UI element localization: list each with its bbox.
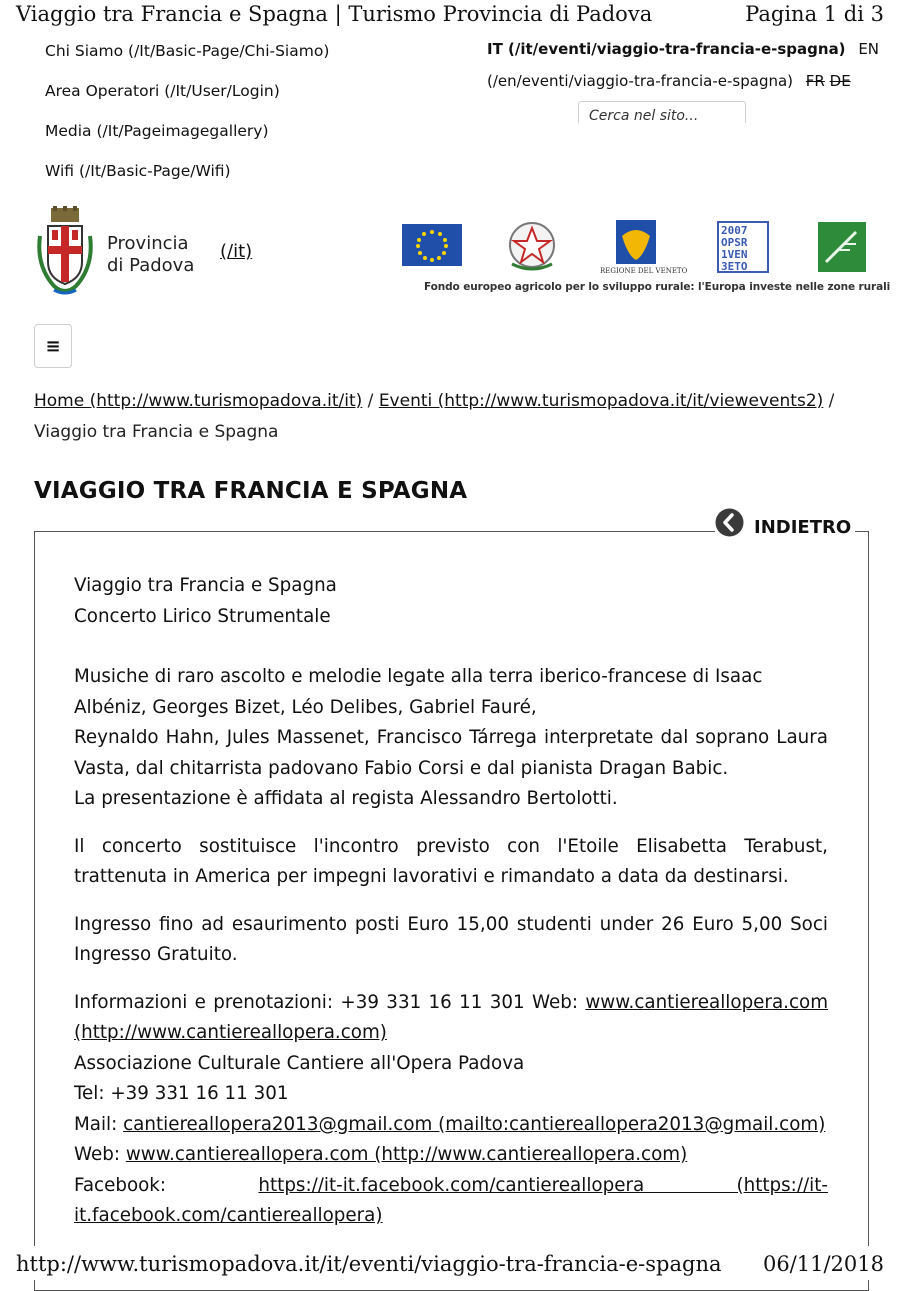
breadcrumb-eventi-link[interactable]: Eventi (http://www.turismopadova.it/it/viewevents2) [378,391,824,411]
regione-veneto-icon [600,220,688,275]
facebook-link[interactable]: https://it-it.facebook.com/cantiereallopera (https://it-it.facebook.com/cantiereallopera) [74,1174,828,1226]
web-prefix: Web: [74,1144,126,1165]
svg-text:OPSR: OPSR [721,236,748,249]
svg-text:1VEN: 1VEN [721,248,748,261]
mail-line [74,1110,828,1141]
website-link[interactable]: www.cantiereallopera.com (http://www.cantiereallopera.com) [74,991,828,1043]
menu-toggle-button[interactable] [34,324,72,368]
web-link[interactable]: www.cantiereallopera.com (http://www.cantiereallopera.com) [125,1144,688,1165]
event-paragraph: La presentazione è affidata al regista Alessandro Bertolotti. [74,788,618,809]
funding-caption: Fondo europeo agricolo per lo sviluppo rurale: l'Europa investe nelle zone rurali [424,281,891,293]
lang-en-link[interactable]: EN [858,40,880,58]
chevron-left-circle-icon [715,508,744,537]
provincia-name-line1: Provincia [107,233,189,254]
info-paragraph [74,988,828,1049]
mail-prefix: Mail: [74,1113,124,1135]
lang-it-link[interactable]: IT (/it/eventi/viaggio-tra-francia-e-spagna) [487,40,846,58]
page-title: VIAGGIO TRA FRANCIA E SPAGNA [34,478,468,504]
nav-link-area-operatori[interactable]: Area Operatori (/It/User/Login) [45,82,280,100]
back-button[interactable] [715,507,855,538]
hamburger-icon: ≡ [45,335,61,357]
language-switcher-row2 [487,72,851,90]
svg-text:3ETO: 3ETO [721,260,748,273]
provincia-name [107,233,194,277]
provincia-crest-logo[interactable] [34,206,96,296]
event-paragraph: Ingresso fino ad esaurimento posti Euro 15,00 studenti under 26 Euro 5,00 Soci Ingresso Gratuito. [74,913,828,965]
home-link[interactable]: (/it) [220,241,253,262]
lang-en-url[interactable]: (/en/eventi/viaggio-tra-francia-e-spagna) [487,72,794,90]
nav-link-wifi[interactable]: Wifi (/It/Basic-Page/Wifi) [45,162,231,180]
repubblica-emblem-icon [510,223,554,269]
event-heading: Viaggio tra Francia e Spagna [74,575,337,596]
provincia-name-line2: di Padova [107,255,195,276]
event-paragraph: Il concerto sostituisce l'incontro previsto con l'Etoile Elisabetta Terabust, trattenuta in America per impegni lavorativi e rimandato a data da destinarsi. [74,835,828,887]
phone-number: Tel: +39 331 16 11 301 [74,1083,289,1104]
search-input[interactable]: Cerca nel sito... [578,101,746,123]
print-page-number: Pagina 1 di 3 [745,2,884,26]
funding-logos [400,216,870,276]
lang-fr-link[interactable]: FR [805,72,825,90]
event-description [74,571,828,1232]
breadcrumb-current: Viaggio tra Francia e Spagna [34,422,279,442]
event-subheading: Concerto Lirico Strumentale [74,605,331,627]
event-paragraph: Musiche di raro ascolto e melodie legate alla terra iberico-francese di Isaac Albéniz, Georges Bizet, Léo Delibes, Gabriel Fauré, [74,666,763,718]
nav-link-media[interactable]: Media (/It/Pageimagegallery) [45,122,269,140]
association-name: Associazione Culturale Cantiere all'Opera Padova [74,1052,525,1074]
breadcrumb-separator: / [362,391,379,411]
svg-text:2007: 2007 [721,224,748,237]
leader-icon [818,222,866,272]
breadcrumb-home-link[interactable]: Home (http://www.turismopadova.it/it) [34,391,363,411]
svg-text:REGIONE DEL VENETO: REGIONE DEL VENETO [600,267,688,275]
event-paragraph: Reynaldo Hahn, Jules Massenet, Francisco Tárrega interpretate dal soprano Laura Vasta, dal chitarrista padovano Fabio Corsi e dal pianista Dragan Babic. [74,727,828,779]
mail-link[interactable]: cantiereallopera2013@gmail.com (mailto:cantiereallopera2013@gmail.com) [123,1113,826,1135]
breadcrumb [34,386,874,448]
language-switcher [487,40,879,58]
eu-flag-icon [402,224,462,266]
print-footer-url: http://www.turismopadova.it/it/eventi/viaggio-tra-francia-e-spagna [16,1252,722,1276]
facebook-prefix: Facebook: [74,1174,259,1196]
lang-de-link[interactable]: DE [829,72,851,90]
nav-link-chi-siamo[interactable]: Chi Siamo (/It/Basic-Page/Chi-Siamo) [45,42,330,60]
print-header-title: Viaggio tra Francia e Spagna | Turismo Provincia di Padova [16,2,653,26]
info-prefix: Informazioni e prenotazioni: +39 331 16 11 301 Web: [74,991,586,1013]
back-label: INDIETRO [754,517,852,538]
psr-2007-2013-icon [718,222,768,273]
web-line [74,1140,828,1171]
print-footer-date: 06/11/2018 [762,1252,884,1276]
breadcrumb-separator: / [823,391,835,411]
facebook-line [74,1171,828,1232]
